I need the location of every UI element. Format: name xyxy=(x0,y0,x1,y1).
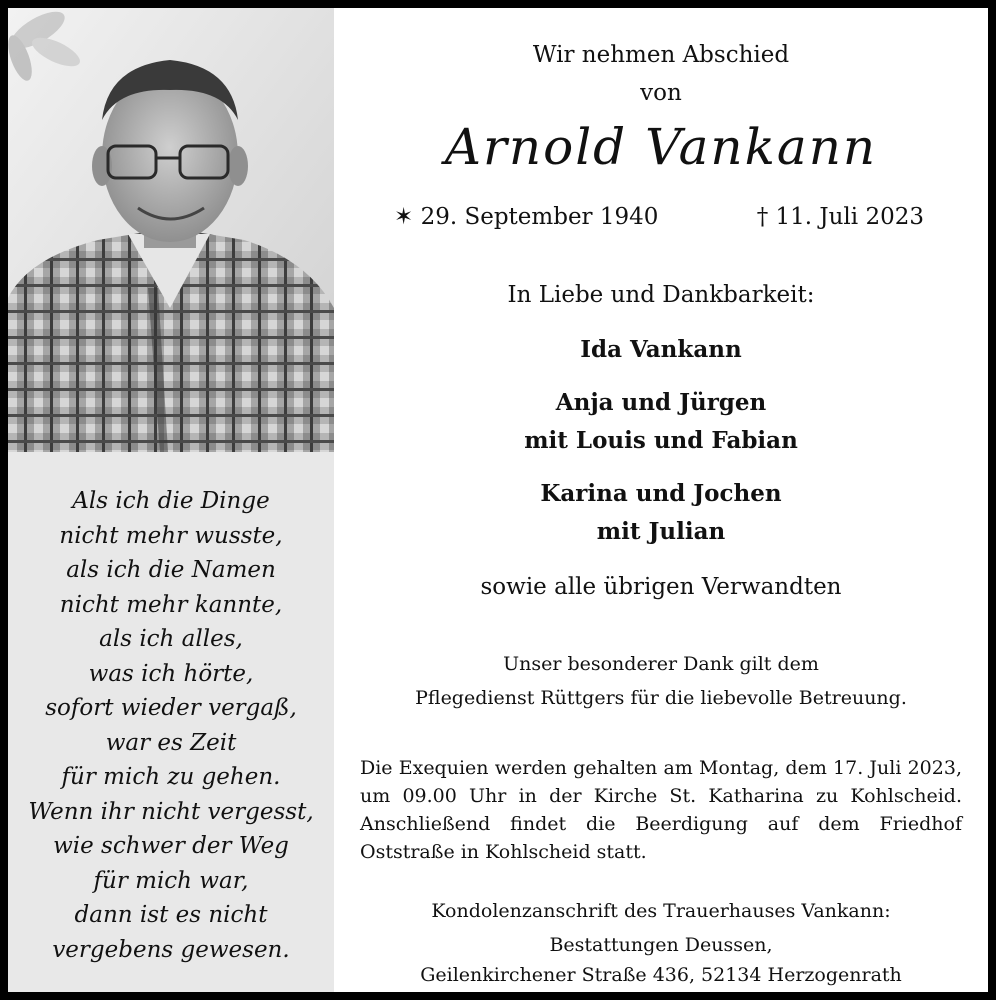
poem-line: wie schwer der Weg xyxy=(53,833,289,859)
contact-line-1: Kondolenzanschrift des Trauerhauses Vankann: xyxy=(431,900,891,922)
mourners-intro: In Liebe und Dankbarkeit: xyxy=(507,282,815,308)
mourner-group-3-line-2: mit Julian xyxy=(596,518,726,545)
heading-line-2: von xyxy=(640,80,682,106)
heading-line-1: Wir nehmen Abschied xyxy=(532,42,790,68)
mourner-group-3-line-1: Karina und Jochen xyxy=(540,480,782,507)
poem xyxy=(8,484,334,967)
birth-date: ✶ 29. September 1940 xyxy=(394,204,659,230)
poem-line: nicht mehr kannte, xyxy=(59,591,283,618)
poem-line: was ich hörte, xyxy=(88,660,254,687)
portrait-photo xyxy=(8,8,334,452)
poem-line: nicht mehr wusste, xyxy=(59,522,283,549)
poem-line: vergebens gewesen. xyxy=(52,936,290,963)
death-date: † 11. Juli 2023 xyxy=(756,204,924,230)
thanks-line-1: Unser besonderer Dank gilt dem xyxy=(503,653,819,675)
poem-line: als ich die Namen xyxy=(66,557,276,583)
notice-text xyxy=(334,8,988,992)
poem-line: Als ich die Dinge xyxy=(72,488,270,514)
poem-line: Wenn ihr nicht vergesst, xyxy=(28,798,314,825)
contact-line-3: Geilenkirchener Straße 436, 52134 Herzogenrath xyxy=(420,964,902,986)
funeral-service-info: Die Exequien werden gehalten am Montag, dem 17. Juli 2023, um 09.00 Uhr in der Kirche St. Katharina zu Kohlscheid. Anschließend findet die Beerdigung auf dem Friedhof Oststraße in Kohlscheid statt. xyxy=(360,757,962,863)
mourner-group-2-line-1: Anja und Jürgen xyxy=(555,389,767,416)
mourner-group-1: Ida Vankann xyxy=(580,336,742,363)
poem-line: als ich alles, xyxy=(99,626,243,652)
left-column xyxy=(8,8,334,992)
deceased-name: Arnold Vankann xyxy=(444,118,878,176)
poem-line: dann ist es nicht xyxy=(74,902,268,928)
portrait-illustration xyxy=(8,8,334,452)
poem-line: sofort wieder vergaß, xyxy=(45,695,297,721)
poem-panel xyxy=(8,452,334,992)
poem-line: für mich zu gehen. xyxy=(61,764,281,790)
poem-line: für mich war, xyxy=(93,867,249,894)
poem-line: war es Zeit xyxy=(105,729,237,756)
contact-line-2: Bestattungen Deussen, xyxy=(549,934,773,956)
other-relatives: sowie alle übrigen Verwandten xyxy=(480,574,842,600)
mourner-group-2-line-2: mit Louis und Fabian xyxy=(524,427,798,454)
life-dates xyxy=(394,204,924,234)
thanks-line-2: Pflegedienst Rüttgers für die liebevolle Betreuung. xyxy=(415,687,907,709)
